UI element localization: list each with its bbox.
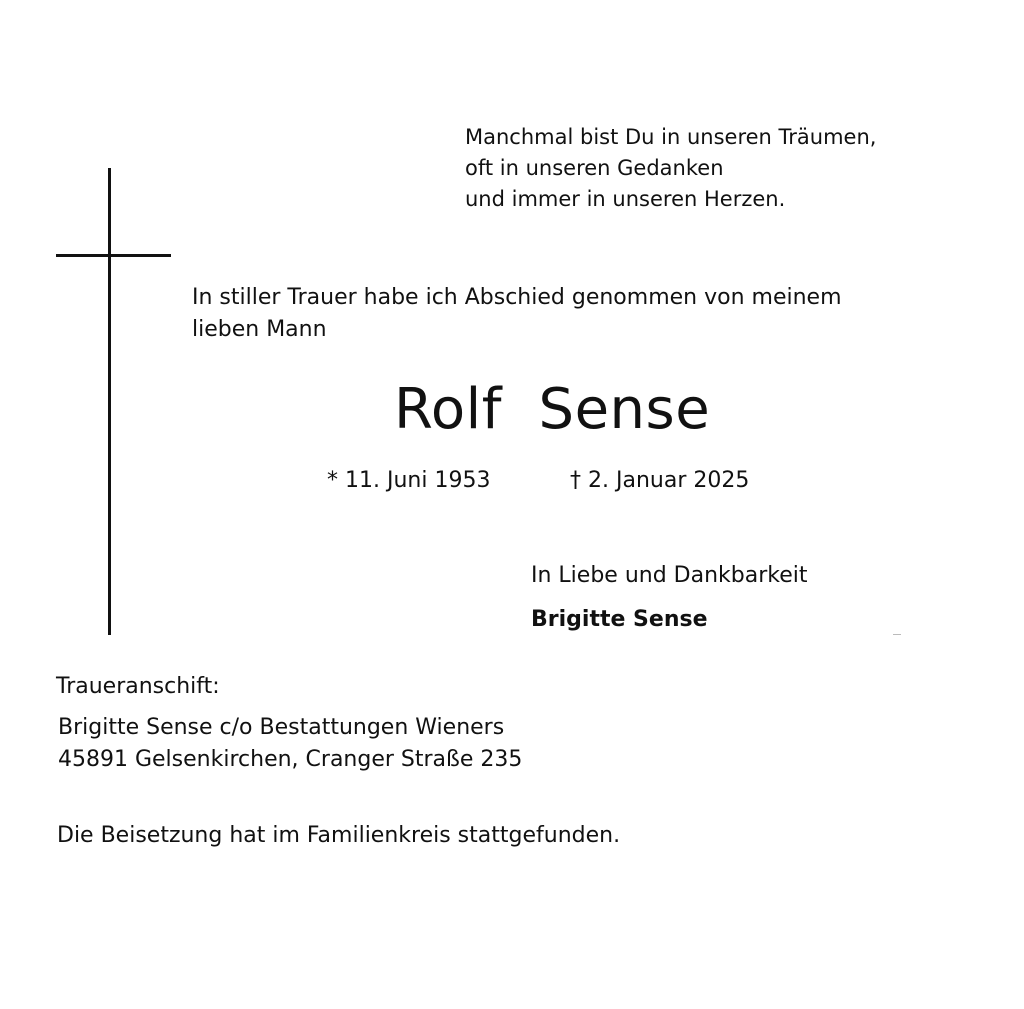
address-line: Brigitte Sense c/o Bestattungen Wieners	[58, 715, 505, 740]
cross-vertical-bar	[108, 168, 111, 635]
burial-note: Die Beisetzung hat im Familienkreis stattgefunden.	[57, 823, 621, 848]
mourning-address	[58, 712, 522, 776]
death-date: † 2. Januar 2025	[570, 468, 750, 493]
scan-speck	[893, 634, 901, 635]
intro-line: lieben Mann	[192, 317, 327, 342]
intro-text	[192, 282, 842, 346]
address-heading: Traueranschift:	[56, 674, 220, 699]
signature-name: Brigitte Sense	[531, 607, 708, 632]
memorial-verse	[465, 122, 876, 215]
cross-horizontal-bar	[56, 254, 171, 257]
verse-line: oft in unseren Gedanken	[465, 156, 724, 180]
birth-date: * 11. Juni 1953	[327, 468, 491, 493]
closing-text: In Liebe und Dankbarkeit	[531, 563, 808, 588]
deceased-name: Rolf Sense	[394, 377, 711, 442]
intro-line: In stiller Trauer habe ich Abschied genommen von meinem	[192, 285, 842, 310]
verse-line: und immer in unseren Herzen.	[465, 187, 786, 211]
address-line: 45891 Gelsenkirchen, Cranger Straße 235	[58, 747, 523, 772]
verse-line: Manchmal bist Du in unseren Träumen,	[465, 125, 877, 149]
